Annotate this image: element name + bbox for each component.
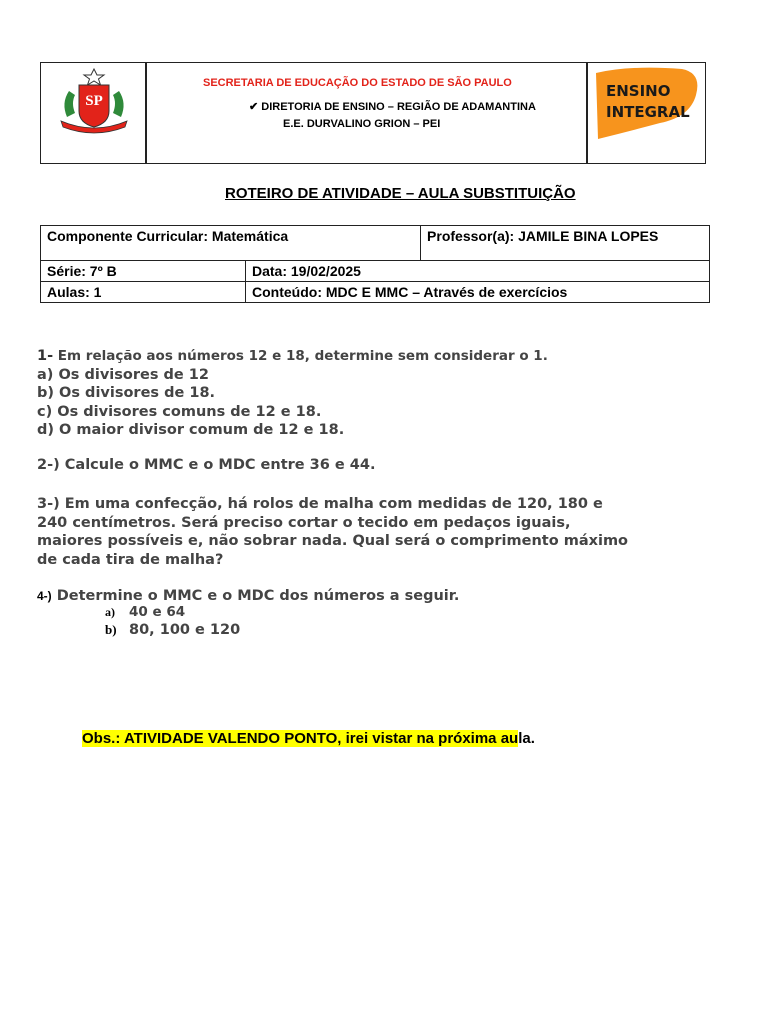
q4-number: 4-) (37, 589, 52, 603)
cell-data: Data: 19/02/2025 (246, 261, 710, 282)
q4-item-a-text: 40 e 64 (129, 604, 186, 620)
escola-line: E.E. DURVALINO GRION – PEI (283, 118, 441, 130)
q3-line: maiores possíveis e, não sobrar nada. Qual será o comprimento máximo (37, 533, 629, 549)
cell-aulas: Aulas: 1 (41, 282, 246, 303)
q4-item-a (105, 604, 185, 620)
q1-item-c: c) Os divisores comuns de 12 e 18. (37, 403, 322, 420)
cell-conteudo: Conteúdo: MDC E MMC – Através de exercícios (246, 282, 710, 303)
q4-item-b-label: b) (105, 622, 117, 637)
q1-item-b: b) Os divisores de 18. (37, 385, 216, 401)
cell-serie: Série: 7º B (41, 261, 246, 282)
page-title: ROTEIRO DE ATIVIDADE – AULA SUBSTITUIÇÃO (225, 185, 576, 202)
q4-text: Determine o MMC e o MDC dos números a seguir. (56, 588, 460, 604)
observation-note (82, 730, 535, 747)
q3-line: 3-) Em uma confecção, há rolos de malha com medidas de 120, 180 e (37, 496, 603, 512)
q4-item-b-text: 80, 100 e 120 (129, 622, 241, 638)
question-1 (37, 347, 548, 440)
question-3 (37, 495, 628, 569)
seal-letters: SP (85, 93, 103, 109)
obs-highlighted: Obs.: ATIVIDADE VALENDO PONTO, irei vistar na próxima au (82, 730, 519, 747)
question-2: 2-) Calcule o MMC e o MDC entre 36 e 44. (37, 457, 376, 473)
sao-paulo-seal-icon (55, 67, 133, 135)
logo-text-ensino: ENSINO (606, 82, 671, 100)
obs-rest: la. (518, 730, 535, 747)
q1-item-d: d) O maior divisor comum de 12 e 18. (37, 422, 345, 438)
logo-text-integral: INTEGRAL (606, 103, 690, 121)
q1-item-a: a) Os divisores de 12 (37, 366, 209, 383)
cell-professor: Professor(a): JAMILE BINA LOPES (421, 226, 710, 261)
q3-line: 240 centímetros. Será preciso cortar o tecido em pedaços iguais, (37, 514, 571, 531)
diretoria-line: ✔ DIRETORIA DE ENSINO – REGIÃO DE ADAMANTINA (249, 101, 536, 113)
ensino-integral-logo (590, 65, 702, 143)
q1-lead: Em relação aos números 12 e 18, determine sem considerar o 1. (53, 348, 548, 364)
q1-number: 1- (37, 348, 54, 364)
q3-line: de cada tira de malha? (37, 551, 224, 568)
cell-componente: Componente Curricular: Matemática (41, 226, 421, 261)
header-divider-right (586, 63, 588, 163)
q4-item-a-label: a) (105, 605, 115, 619)
info-table (40, 225, 710, 303)
secretaria-heading: SECRETARIA DE EDUCAÇÃO DO ESTADO DE SÃO PAULO (203, 77, 512, 89)
header-divider-left (145, 63, 147, 163)
question-4 (37, 587, 459, 606)
q4-item-b (105, 622, 240, 638)
